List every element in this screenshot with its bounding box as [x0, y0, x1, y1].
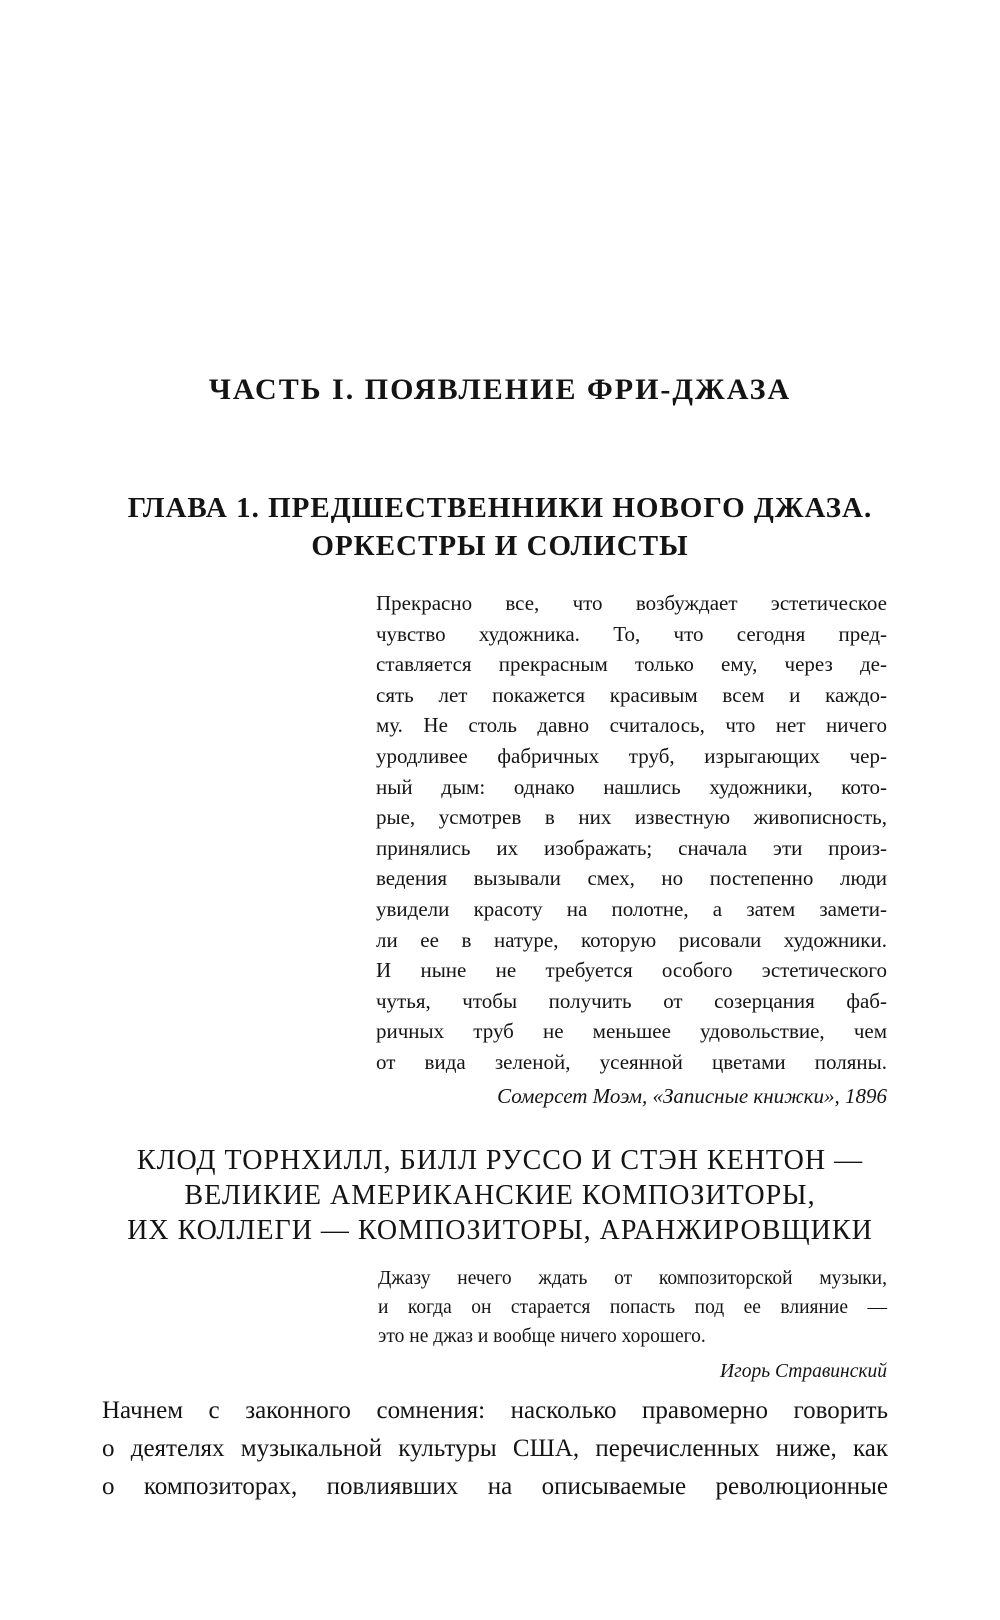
body-line: Начнем с законного сомнения: насколько правомерно говорить — [102, 1397, 888, 1424]
section-title-line-2: ВЕЛИКИЕ АМЕРИКАНСКИЕ КОМПОЗИТОРЫ, — [184, 1180, 816, 1211]
epigraph-line: ставляется прекрасным только ему, через де- — [376, 652, 887, 677]
chapter-title-line-1: ГЛАВА 1. ПРЕДШЕСТВЕННИКИ НОВОГО ДЖАЗА. — [127, 492, 873, 524]
chapter-title — [0, 489, 1000, 565]
epigraph-line: И ныне не требуется особого эстетического — [376, 958, 887, 983]
epigraph-line: Джазу нечего ждать от композиторской музыки, — [378, 1268, 887, 1289]
epigraph-line: му. Не столь давно считалось, что нет ничего — [376, 713, 887, 738]
section-title-line-3: ИХ КОЛЛЕГИ — КОМПОЗИТОРЫ, АРАНЖИРОВЩИКИ — [127, 1215, 873, 1246]
epigraph-line: ли ее в натуре, которую рисовали художники. — [376, 927, 887, 952]
body-line: о композиторах, повлиявших на описываемые революционные — [102, 1473, 888, 1500]
epigraph-line: ричных труб не меньшее удовольствие, чем — [376, 1019, 887, 1044]
section-title — [0, 1143, 1000, 1248]
epigraph-line: принялись их изображать; сначала эти произ- — [376, 835, 887, 860]
body-line: о деятелях музыкальной культуры США, перечисленных ниже, как — [102, 1435, 888, 1462]
epigraph-line: ведения вызывали смех, но постепенно люди — [376, 866, 887, 891]
epigraph-line: от вида зеленой, усеянной цветами поляны. — [376, 1049, 887, 1074]
body-paragraph — [102, 1392, 888, 1506]
epigraph-line: рые, усмотрев в них известную живописность, — [376, 805, 887, 830]
epigraph-line: ный дым: однако нашлись художники, кото- — [376, 774, 887, 799]
epigraph-maugham — [376, 588, 887, 1111]
epigraph-line: чувство художника. То, что сегодня пред- — [376, 621, 887, 646]
section-title-line-1: КЛОД ТОРНХИЛЛ, БИЛЛ РУССО И СТЭН КЕНТОН — — [136, 1145, 864, 1176]
epigraph-line: чутья, чтобы получить от созерцания фаб- — [376, 988, 887, 1013]
epigraph-attribution: Игорь Стравинский — [720, 1361, 887, 1382]
epigraph-stravinsky — [378, 1264, 887, 1386]
chapter-title-line-2: ОРКЕСТРЫ И СОЛИСТЫ — [311, 530, 689, 562]
epigraph-line: увидели красоту на полотне, а затем замети- — [376, 896, 887, 921]
part-title: ЧАСТЬ I. ПОЯВЛЕНИЕ ФРИ-ДЖАЗА — [208, 373, 792, 406]
epigraph-line: сять лет покажется красивым всем и каждо- — [376, 682, 887, 707]
epigraph-attribution: Сомерсет Моэм, «Записные книжки», 1896 — [497, 1083, 887, 1108]
epigraph-line: Прекрасно все, что возбуждает эстетическое — [376, 591, 887, 615]
epigraph-line: уродливее фабричных труб, изрыгающих чер- — [376, 743, 887, 768]
epigraph-line: и когда он старается попасть под ее влияние — — [378, 1297, 887, 1318]
epigraph-line: это не джаз и вообще ничего хорошего. — [378, 1326, 706, 1347]
